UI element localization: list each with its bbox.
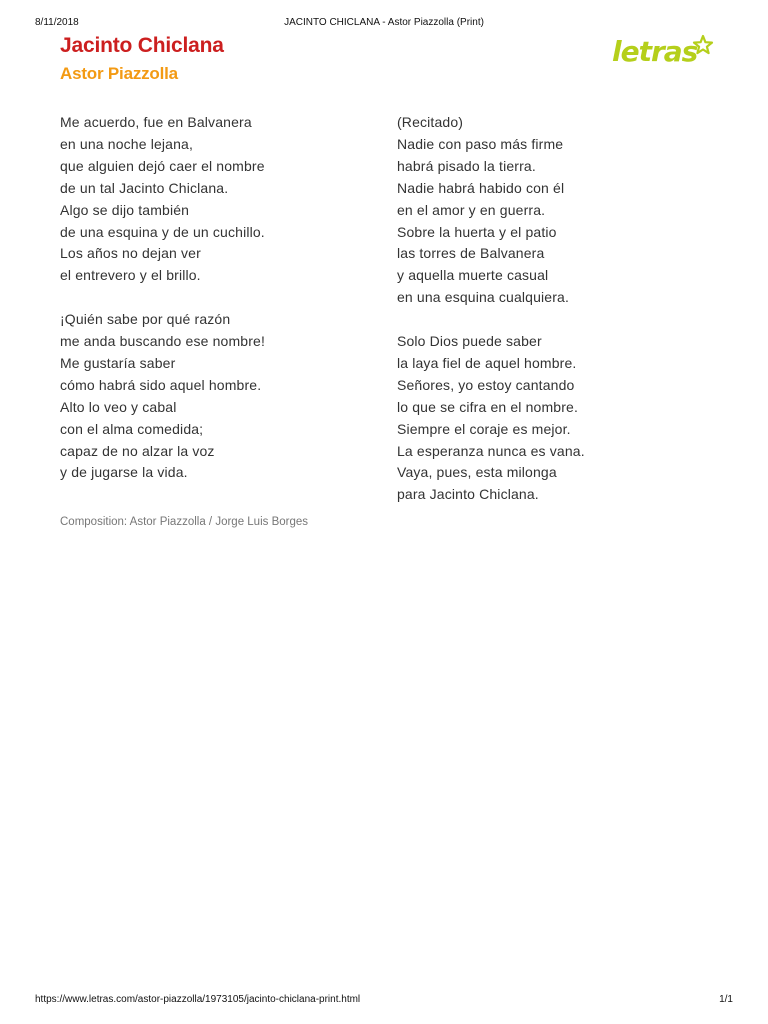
letras-logo-text: letras	[612, 35, 698, 68]
lyrics-column-right	[397, 112, 585, 528]
lyric-line: para Jacinto Chiclana.	[397, 486, 539, 503]
lyric-line: Vaya, pues, esta milonga	[397, 464, 557, 481]
lyric-line: me anda buscando ese nombre!	[60, 333, 265, 350]
print-date: 8/11/2018	[35, 17, 79, 28]
lyric-line: cómo habrá sido aquel hombre.	[60, 376, 262, 393]
lyrics-stanza	[397, 112, 585, 309]
lyric-line: Me gustaría saber	[60, 354, 176, 371]
song-artist: Astor Piazzolla	[60, 64, 178, 83]
lyric-line: Alto lo veo y cabal	[60, 398, 177, 415]
lyric-line: Siempre el coraje es mejor.	[397, 420, 571, 437]
lyric-line: habrá pisado la tierra.	[397, 157, 536, 174]
lyric-line: La esperanza nunca es vana.	[397, 442, 585, 459]
lyric-line: lo que se cifra en el nombre.	[397, 398, 579, 415]
lyric-line: Sobre la huerta y el patio	[397, 223, 557, 240]
lyric-line: Señores, yo estoy cantando	[397, 376, 575, 393]
lyric-line: las torres de Balvanera	[397, 245, 545, 262]
print-url: https://www.letras.com/astor-piazzolla/1973105/jacinto-chiclana-print.html	[35, 994, 361, 1005]
lyric-line: de una esquina y de un cuchillo.	[60, 223, 265, 240]
lyrics-stanza	[60, 309, 265, 484]
lyrics-stanza	[60, 112, 265, 287]
lyric-line: Los años no dejan ver	[60, 245, 201, 262]
lyric-line: el entrevero y el brillo.	[60, 267, 201, 284]
lyrics-column-left	[60, 112, 265, 506]
lyric-line: en el amor y en guerra.	[397, 201, 546, 218]
lyrics-stanza	[397, 331, 585, 506]
lyric-line: que alguien dejó caer el nombre	[60, 157, 265, 174]
lyric-line: Nadie habrá habido con él	[397, 179, 565, 196]
lyric-line: con el alma comedida;	[60, 420, 204, 437]
lyric-line: Me acuerdo, fue en Balvanera	[60, 114, 252, 130]
lyric-line: Algo se dijo también	[60, 201, 190, 218]
lyric-line: Solo Dios puede saber	[397, 333, 542, 350]
composition-credits: Composition: Astor Piazzolla / Jorge Luis Borges	[60, 516, 309, 528]
lyric-line: y aquella muerte casual	[397, 267, 549, 284]
print-page-title: JACINTO CHICLANA - Astor Piazzolla (Print)	[284, 17, 484, 28]
lyric-line: Nadie con paso más firme	[397, 135, 564, 152]
letras-logo[interactable]	[610, 30, 714, 70]
lyric-line: (Recitado)	[397, 114, 464, 130]
song-title: Jacinto Chiclana	[60, 34, 224, 57]
lyric-line: en una esquina cualquiera.	[397, 289, 570, 306]
lyric-line: en una noche lejana,	[60, 135, 193, 152]
lyric-line: capaz de no alzar la voz	[60, 442, 215, 459]
lyric-line: ¡Quién sabe por qué razón	[60, 311, 231, 328]
page-number: 1/1	[719, 994, 733, 1005]
lyric-line: la laya fiel de aquel hombre.	[397, 354, 577, 371]
lyric-line: de un tal Jacinto Chiclana.	[60, 179, 229, 196]
lyric-line: y de jugarse la vida.	[60, 464, 188, 481]
